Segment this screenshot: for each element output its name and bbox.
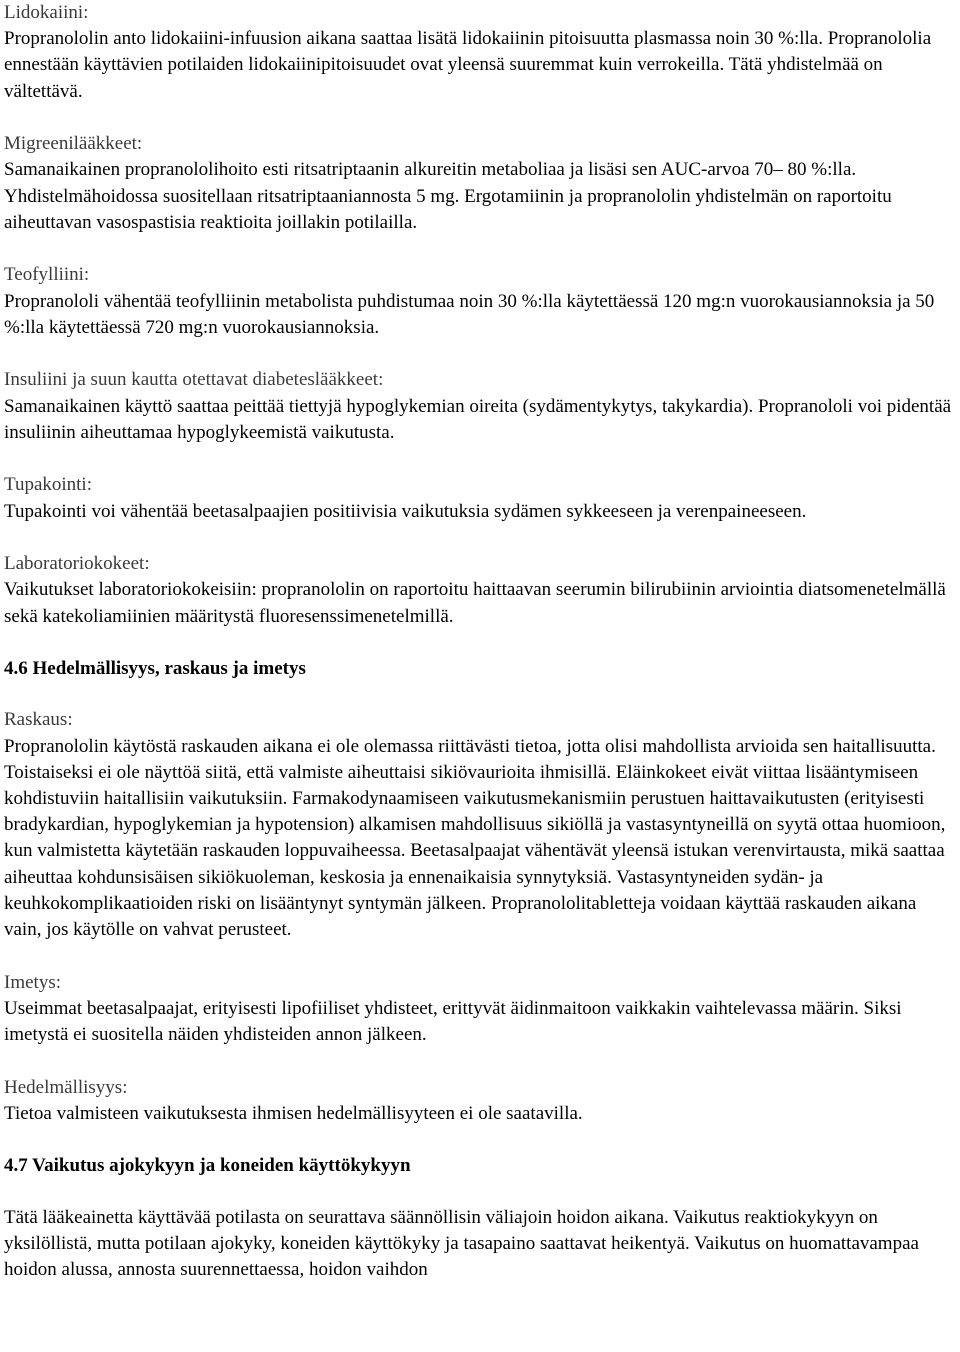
raskaus-text: Propranololin käytöstä raskauden aikana ei ole olemassa riittävästi tietoa, jotta olisi mahdollista arvioida sen haitallisuutta. Toistaiseksi ei ole näyttöä siitä, että valmiste aiheuttaisi sikiövaurioita ihmisillä. Eläinkokeet eivät viittaa lisääntymiseen kohdistuviin haitallisiin vaikutuksiin. Farmakodynaamiseen vaikutusmekanismiin perustuen haittavaikutusten (erityisesti bradykardian, hypoglykemian ja hypotension) alkamisen mahdollisuus sikiöllä ja vastasyntyneillä on syytä ottaa huomioon, kun valmistetta käytetään raskauden loppuvaiheessa. Beetasalpaajat vähentävät yleensä istukan verenvirtausta, mikä saattaa aiheuttaa kohdunsisäisen sikiökuoleman, keskosia ja ennenaikaisia synnytyksiä. Vastasyntyneiden sydän- ja keuhkokomplikaatioiden riski on lisääntynyt syntymän jälkeen. Propranololitabletteja voidaan käyttää raskauden aikana vain, jos käytölle on vahvat perusteet. xyxy=(4,735,946,941)
migreenilaakkeet-section xyxy=(4,131,956,236)
lidokaiini-heading: Lidokaiini: xyxy=(4,2,89,23)
tupakointi-heading: Tupakointi: xyxy=(4,474,92,496)
laboratoriokokeet-section xyxy=(4,551,956,630)
section-4-6-title: 4.6 Hedelmällisyys, raskaus ja imetys xyxy=(4,658,306,680)
insuliini-text: Samanaikainen käyttö saattaa peittää tiettyjä hypoglykemian oireita (sydämentykytys, takykardia). Propranololi voi pidentää insuliinin aiheuttamaa hypoglykeemistä vaikutusta. xyxy=(4,395,952,443)
teofylliini-heading: Teofylliini: xyxy=(4,264,90,286)
migreenilaakkeet-heading: Migreenilääkkeet: xyxy=(4,133,143,155)
imetys-heading: Imetys: xyxy=(4,971,61,993)
hedelmallisyys-text: Tietoa valmisteen vaikutuksesta ihmisen hedelmällisyyteen ei ole saatavilla. xyxy=(4,1102,583,1124)
laboratoriokokeet-heading: Laboratoriokokeet: xyxy=(4,553,150,575)
teofylliini-section xyxy=(4,262,956,341)
insuliini-heading: Insuliini ja suun kautta otettavat diabeteslääkkeet: xyxy=(4,369,384,391)
document-page xyxy=(4,0,956,1310)
tupakointi-section xyxy=(4,472,956,524)
teofylliini-text: Propranololi vähentää teofylliinin metabolista puhdistumaa noin 30 %:lla käytettäessä 120 mg:n vuorokausiannoksia ja 50 %:lla käytettäessä 720 mg:n vuorokausiannoksia. xyxy=(4,290,935,338)
imetys-section xyxy=(4,970,956,1049)
raskaus-section xyxy=(4,707,956,943)
hedelmallisyys-section xyxy=(4,1075,956,1127)
ajokyky-text: Tätä lääkeainetta käyttävää potilasta on seurattava säännöllisin väliajoin hoidon aikana. Vaikutus reaktiokykyyn on yksilöllistä, mutta potilaan ajokyky, koneiden käyttökyky ja tasapaino saattavat heikentyä. Vaikutus on huomattavampaa hoidon alussa, annosta suurennettaessa, hoidon vaihdon xyxy=(4,1206,919,1281)
raskaus-heading: Raskaus: xyxy=(4,709,73,731)
insuliini-section xyxy=(4,367,956,446)
migreenilaakkeet-text: Samanaikainen propranololihoito esti ritsatriptaanin alkureitin metaboliaa ja lisäsi sen AUC-arvoa 70– 80 %:lla. Yhdistelmähoidossa suositellaan ritsatriptaaniannosta 5 mg. Ergotamiinin ja propranololin yhdistelmän on raportoitu aiheuttavan vasospastisia reaktioita joillakin potilailla. xyxy=(4,159,892,233)
tupakointi-text: Tupakointi voi vähentää beetasalpaajien positiivisia vaikutuksia sydämen sykkeeseen ja verenpaineeseen. xyxy=(4,500,807,522)
lidokaiini-section xyxy=(4,0,956,105)
laboratoriokokeet-text: Vaikutukset laboratoriokokeisiin: propranololin on raportoitu haittaavan seerumin bilirubiinin arviointia diatsomenetelmällä sekä katekoliamiinien määritystä fluoresenssimenetelmillä. xyxy=(4,579,946,627)
ajokyky-section xyxy=(4,1205,956,1284)
lidokaiini-text: Propranololin anto lidokaiini-infuusion aikana saattaa lisätä lidokaiinin pitoisuutta plasmassa noin 30 %:lla. Propranololia ennestään käyttävien potilaiden lidokaiinipitoisuudet ovat yleensä suuremmat kuin verrokeilla. Tätä yhdistelmää on vältettävä. xyxy=(4,28,932,102)
section-4-7-title: 4.7 Vaikutus ajokykyyn ja koneiden käyttökykyyn xyxy=(4,1155,411,1177)
imetys-text: Useimmat beetasalpaajat, erityisesti lipofiiliset yhdisteet, erittyvät äidinmaitoon vaikkakin vaihtelevassa määrin. Siksi imetystä ei suositella näiden yhdisteiden annon jälkeen. xyxy=(4,997,902,1046)
hedelmallisyys-heading: Hedelmällisyys: xyxy=(4,1076,128,1098)
